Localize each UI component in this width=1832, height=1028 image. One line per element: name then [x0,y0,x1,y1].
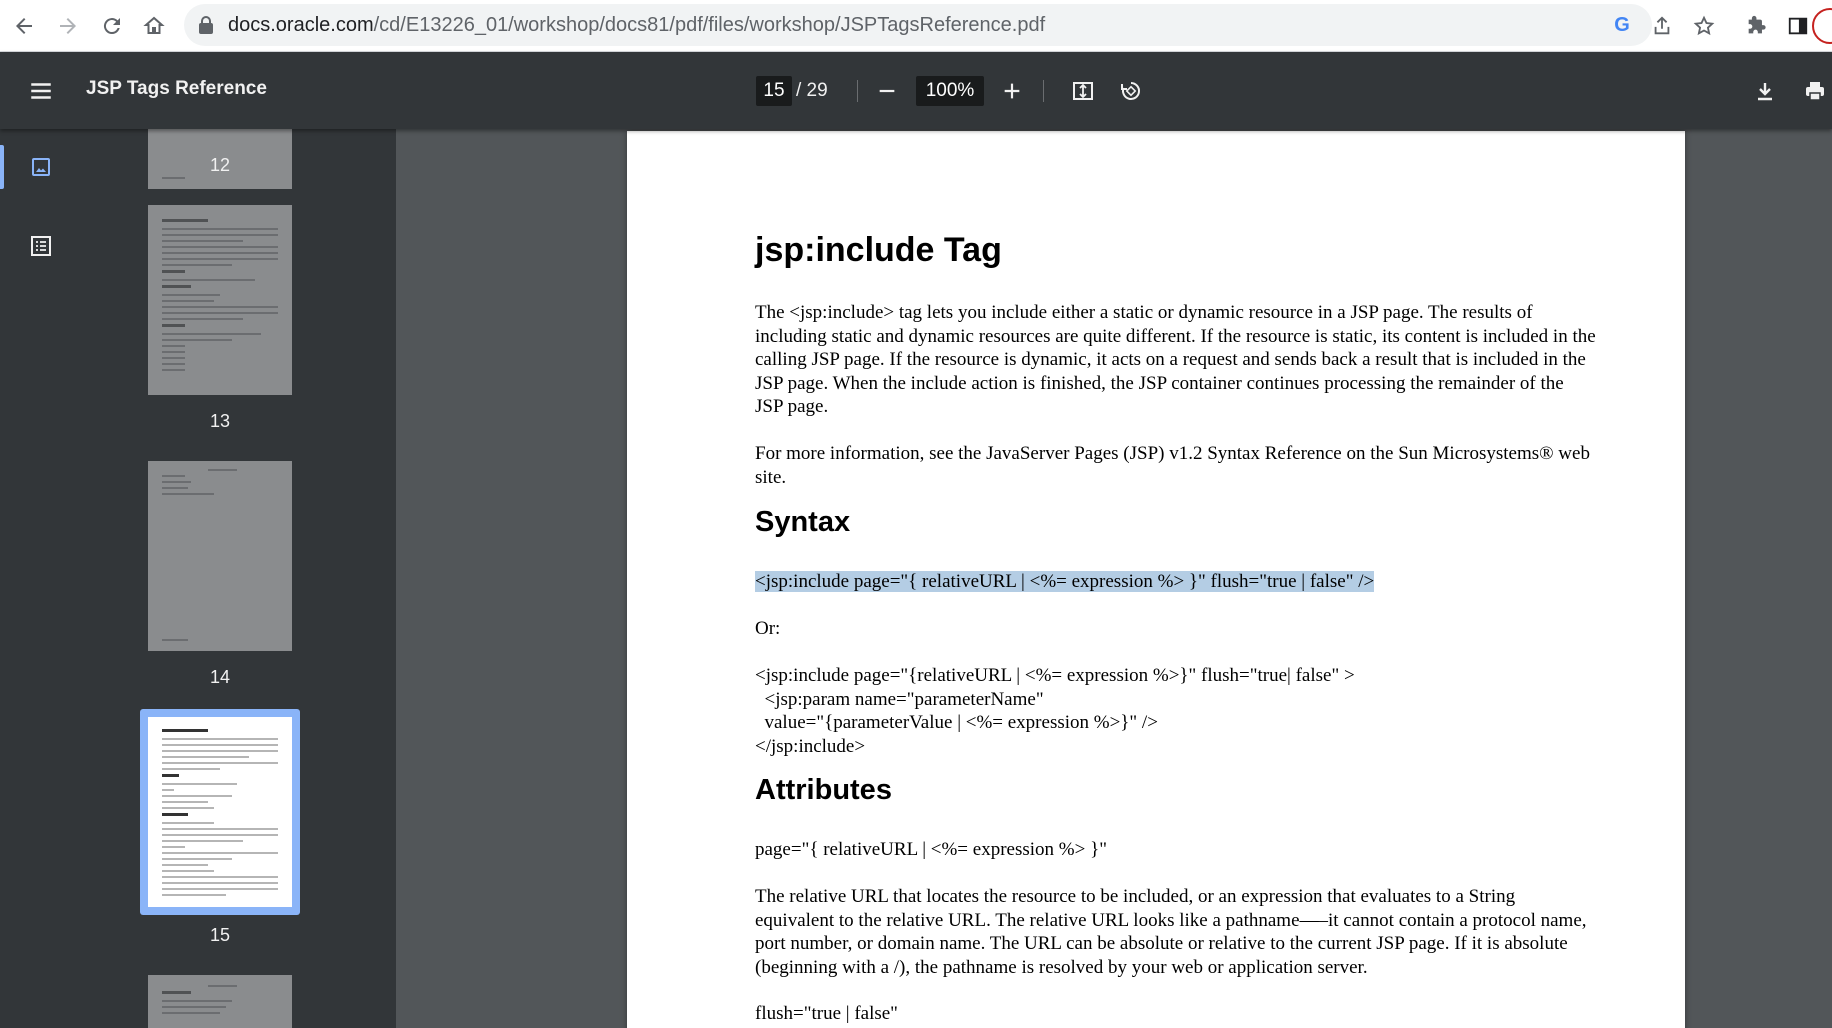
toolbar-divider [1043,80,1044,102]
page-attr-desc-line: The relative URL that locates the resource to be included, or an expression that evaluates to a String [755,886,1516,907]
thumbnail-label: 12 [209,155,231,175]
syntax-block-line: value="{parameterValue | <%= expression %>}" /> [755,712,1158,733]
lock-icon[interactable] [198,16,214,34]
profile-avatar[interactable] [1812,8,1832,44]
forward-icon[interactable] [50,8,86,44]
page-thumbnail-15[interactable] [148,717,292,907]
syntax-block-line: <jsp:include page="{relativeURL | <%= expression %>}" flush="true| false" > [755,665,1355,686]
intro-line: The <jsp:include> tag lets you include either a static or dynamic resource in a JSP page. The results of [755,302,1533,323]
toolbar-divider [857,80,858,102]
side-panel-icon[interactable] [1784,12,1812,40]
thumbnails-view-icon[interactable] [20,146,62,188]
page-attr-desc-line: equivalent to the relative URL. The relative URL looks like a pathname—–it cannot contain a protocol name, [755,909,1587,931]
page-thumbnail-14[interactable] [148,461,292,651]
url-host: docs.oracle.com [228,14,374,36]
home-icon[interactable] [136,8,172,44]
outline-view-icon[interactable] [20,225,62,267]
syntax-line-highlighted: <jsp:include page="{ relativeURL | <%= expression %> }" flush="true | false" /> [755,571,1375,592]
page-attr-desc-line: port number, or domain name. The URL can be absolute or relative to the current JSP page. If it is absolute [755,933,1568,954]
syntax-block-line: </jsp:include> [755,735,866,757]
sidebar-rail [0,129,80,1028]
print-icon[interactable] [1800,76,1830,106]
rotate-icon[interactable] [1116,76,1146,106]
intro-line: calling JSP page. If the resource is dynamic, it acts on a request and sends back a result that is included in the [755,349,1586,370]
google-translate-icon[interactable]: G [1614,13,1630,36]
intro-line: JSP page. When the include action is finished, the JSP container continues processing the remainder of the [755,372,1564,394]
thumbnail-label: 13 [209,411,231,431]
active-indicator [0,145,4,189]
or-text: Or: [755,618,781,639]
page-attr-desc-line: (beginning with a /), the pathname is resolved by your web or application server. [755,956,1368,978]
bookmark-star-icon[interactable] [1690,12,1718,40]
page-thumbnail-16[interactable] [148,975,292,1028]
zoom-out-icon[interactable] [872,76,902,106]
page-total: / 29 [796,80,828,101]
zoom-level-input[interactable]: 100% [916,76,984,106]
page-thumbnail-13[interactable] [148,205,292,395]
share-icon[interactable] [1648,12,1676,40]
url-text[interactable] [228,14,1045,37]
flush-attribute: flush="true | false" [755,1003,898,1024]
more-info-line: For more information, see the JavaServer Pages (JSP) v1.2 Syntax Reference on the Sun Microsystems® web [755,443,1590,464]
download-icon[interactable] [1750,76,1780,106]
attributes-heading: Attributes [755,774,892,806]
back-icon[interactable] [6,8,42,44]
fit-page-icon[interactable] [1068,76,1098,106]
url-path: /cd/E13226_01/workshop/docs81/pdf/files/workshop/JSPTagsReference.pdf [373,14,1046,36]
intro-line: JSP page. [755,396,829,417]
pdf-page [627,131,1685,1028]
syntax-block-line: <jsp:param name="parameterName" [755,688,1044,710]
page-attribute: page="{ relativeURL | <%= expression %> }" [755,839,1107,860]
thumbnail-label: 14 [209,667,231,687]
address-bar[interactable] [184,4,1652,46]
browser-toolbar [0,0,1832,52]
more-info-line: site. [755,466,787,488]
reload-icon[interactable] [94,8,130,44]
pdf-viewer[interactable] [396,129,1832,1028]
extensions-icon[interactable] [1742,12,1770,40]
page-number-input[interactable]: 15 [756,76,792,106]
thumbnail-sidebar [0,129,396,1028]
syntax-heading: Syntax [755,506,851,538]
page-heading: jsp:include Tag [755,231,1002,269]
menu-icon[interactable] [24,74,58,108]
pdf-toolbar [0,52,1832,129]
intro-line: including static and dynamic resources are quite different. If the resource is static, its content is included in the [755,325,1596,347]
document-title: JSP Tags Reference [86,78,267,99]
zoom-in-icon[interactable] [997,76,1027,106]
thumbnail-label: 15 [209,925,231,945]
